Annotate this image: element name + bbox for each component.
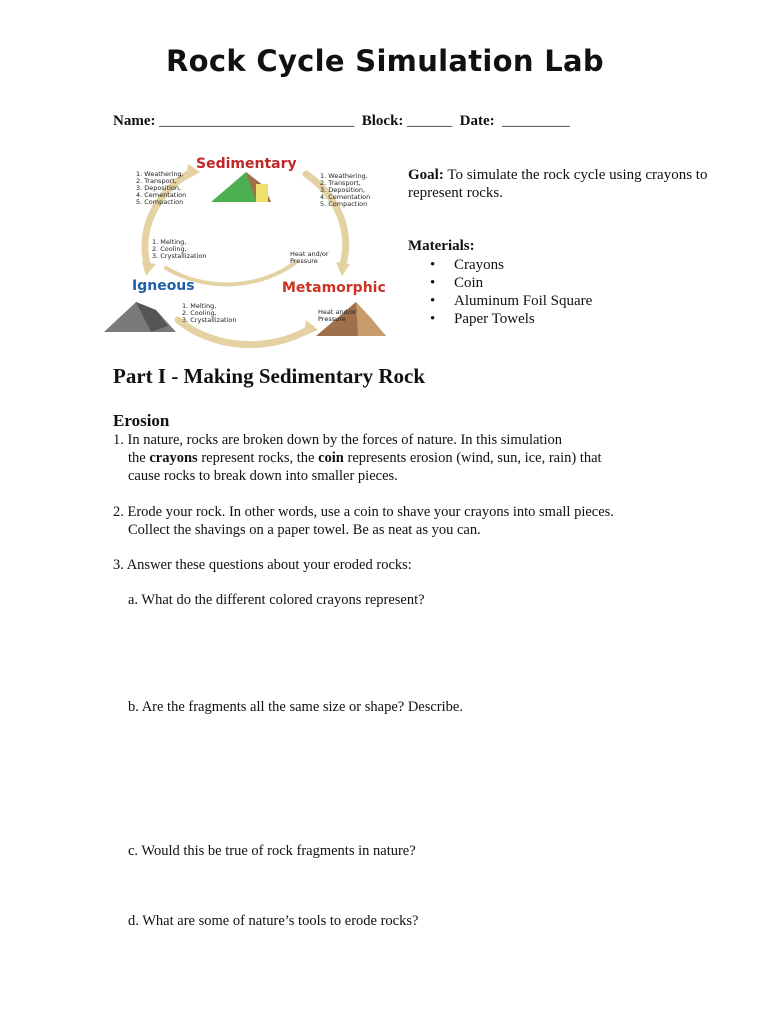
materials-item: • Paper Towels: [430, 310, 592, 328]
steps-top-left-5: 5. Compaction: [136, 198, 184, 206]
steps-bottom-right-2: Pressure: [318, 315, 346, 323]
question-b: b. Are the fragments all the same size or shape? Describe.: [128, 699, 463, 715]
steps-top-left-4: 4. Cementation: [136, 191, 187, 199]
erosion-heading: Erosion: [113, 411, 170, 430]
sedimentary-label: Sedimentary: [196, 156, 297, 172]
name-label: Name:: [113, 113, 156, 129]
page-title: Rock Cycle Simulation Lab: [166, 44, 604, 78]
sedimentary-rock: [211, 172, 271, 202]
block-label: Block:: [361, 113, 404, 129]
step-1-line-1: 1. In nature, rocks are broken down by the forces of nature. In this simulation: [113, 432, 562, 448]
part-one-heading: Part I - Making Sedimentary Rock: [113, 364, 426, 388]
step-1-text: represent rocks, the: [197, 450, 319, 466]
materials-heading: Materials:: [408, 238, 475, 254]
steps-mid-left-1: 1. Melting,: [152, 238, 187, 246]
steps-bottom-right-1: Heat and/or: [318, 308, 357, 316]
arrow-head-bottom: [304, 320, 318, 336]
steps-bottom-3: 3. Crystallization: [182, 316, 237, 324]
steps-top-right-1: 1. Weathering,: [320, 172, 368, 180]
coin-emphasis: coin: [318, 450, 344, 466]
steps-mid-left-3: 3. Crystallization: [152, 252, 207, 260]
materials-list: [430, 256, 592, 328]
materials-item: • Crayons: [430, 256, 592, 274]
igneous-label: Igneous: [132, 278, 195, 294]
steps-top-left-3: 3. Deposition,: [136, 184, 182, 192]
rock-cycle-diagram: [96, 150, 396, 358]
igneous-rock: [104, 302, 176, 332]
goal-statement: [408, 166, 738, 202]
step-2-line-2: Collect the shavings on a paper towel. Be as neat as you can.: [128, 522, 481, 538]
student-info-line: [113, 113, 570, 130]
steps-mid-right-2: Pressure: [290, 257, 318, 265]
steps-mid-left-2: 2. Cooling,: [152, 245, 187, 253]
metamorphic-label: Metamorphic: [282, 280, 386, 296]
steps-top-left-1: 1. Weathering,: [136, 170, 184, 178]
step-1-line-3: cause rocks to break down into smaller pieces.: [128, 468, 398, 484]
date-blank[interactable]: _________: [502, 113, 570, 129]
arrow-head-metamorphic: [336, 262, 350, 276]
date-label: Date:: [459, 113, 495, 129]
step-1-text: the: [128, 450, 150, 466]
step-1-line-2: [113, 449, 602, 467]
steps-top-right-3: 3. Deposition,: [320, 186, 366, 194]
goal-text: To simulate the rock cycle using crayons to represent rocks.: [408, 167, 708, 201]
question-c: c. Would this be true of rock fragments in nature?: [128, 843, 416, 859]
question-a: a. What do the different colored crayons represent?: [128, 592, 425, 608]
question-d: d. What are some of nature’s tools to erode rocks?: [128, 913, 419, 929]
block-blank[interactable]: ______: [407, 113, 453, 129]
steps-bottom-1: 1. Melting,: [182, 302, 217, 310]
step-1-text: represents erosion (wind, sun, ice, rain) that: [343, 450, 602, 466]
steps-top-right-5: 5. Compaction: [320, 200, 368, 208]
arrow-head-igneous: [142, 262, 156, 276]
step-2-line-1: 2. Erode your rock. In other words, use a coin to shave your crayons into small pieces.: [113, 504, 614, 520]
step-3-paragraph: 3. Answer these questions about your eroded rocks:: [113, 557, 412, 573]
name-blank[interactable]: __________________________: [159, 113, 355, 129]
steps-bottom-2: 2. Cooling,: [182, 309, 217, 317]
step-2-paragraph: [113, 503, 614, 539]
steps-mid-right-1: Heat and/or: [290, 250, 329, 258]
steps-top-left-2: 2. Transport,: [136, 177, 177, 185]
materials-item: • Aluminum Foil Square: [430, 292, 592, 310]
steps-top-right-2: 2. Transport,: [320, 179, 361, 187]
goal-label: Goal:: [408, 167, 444, 183]
materials-item: • Coin: [430, 274, 592, 292]
crayons-emphasis: crayons: [149, 450, 198, 466]
step-1-paragraph: [113, 431, 602, 485]
steps-top-right-4: 4. Cementation: [320, 193, 371, 201]
